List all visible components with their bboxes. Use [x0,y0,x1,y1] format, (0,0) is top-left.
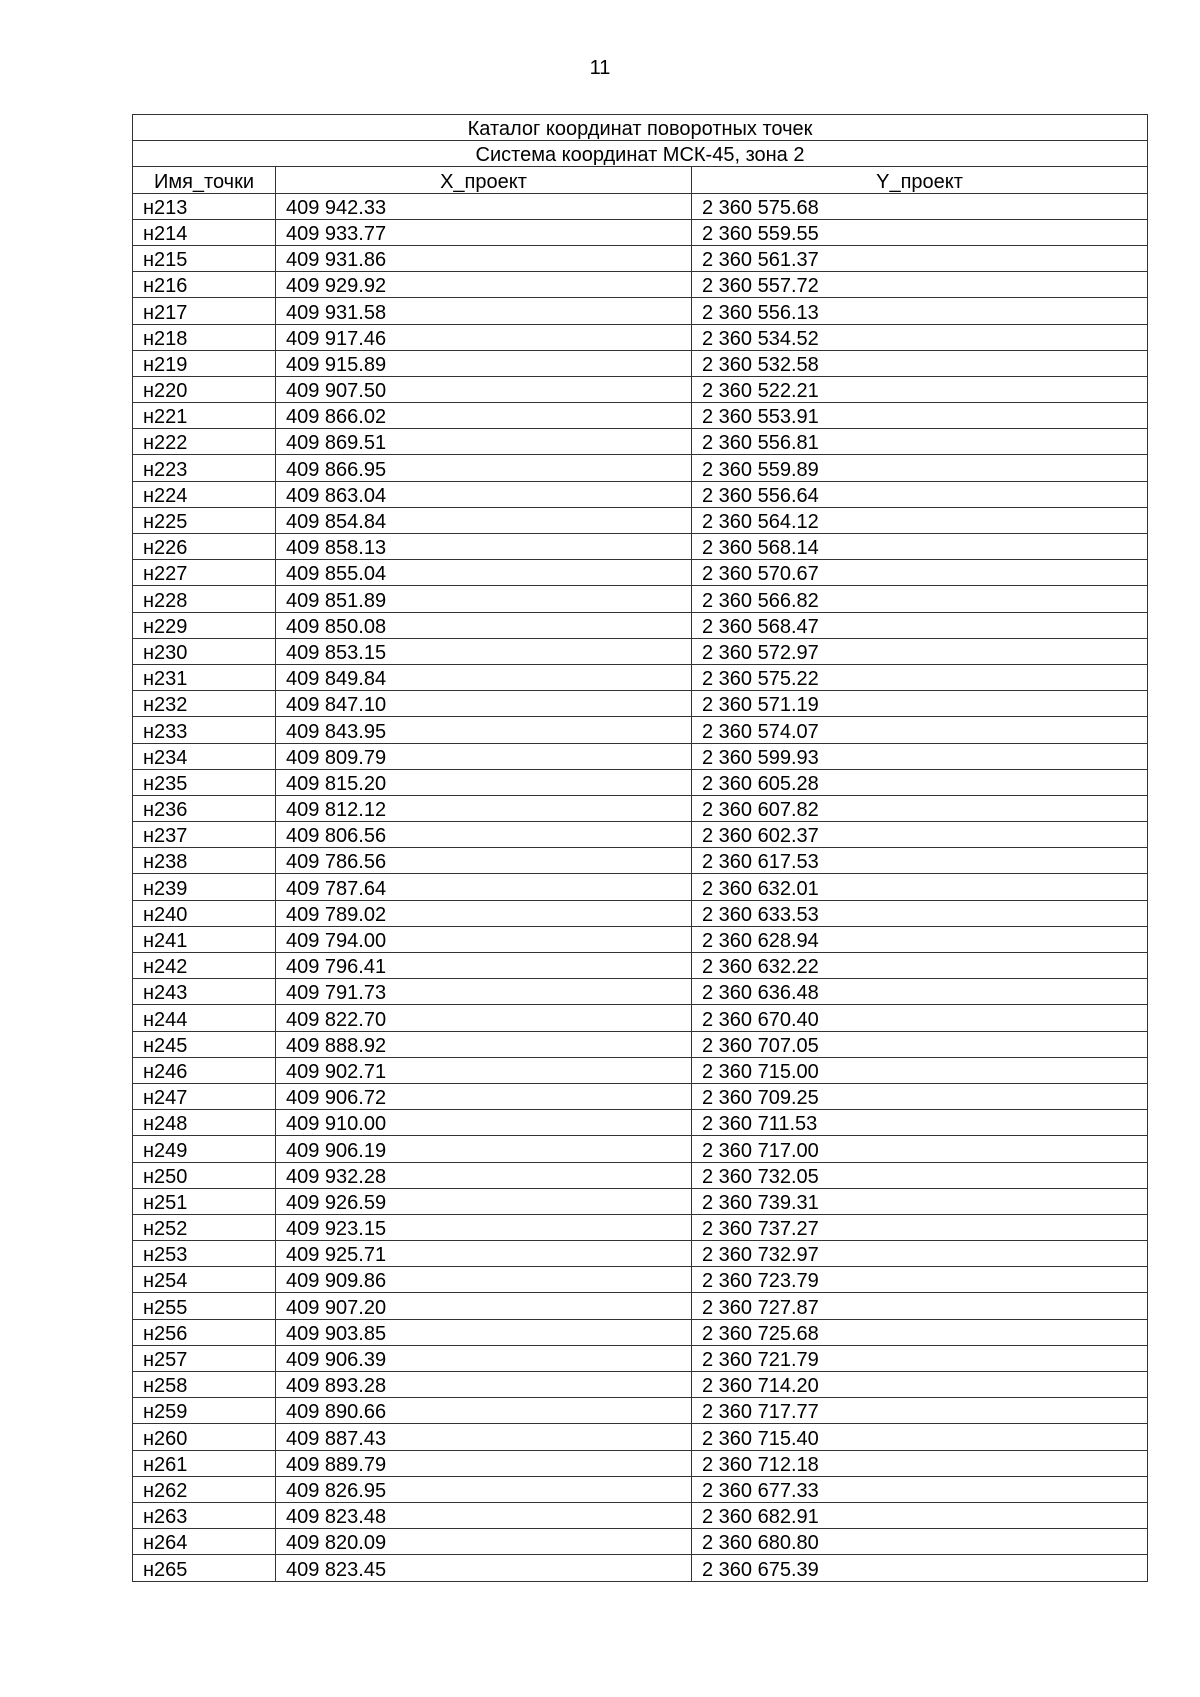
y-coordinate-cell: 2 360 725.68 [692,1319,1148,1345]
table-subtitle: Система координат МСК-45, зона 2 [133,141,1148,167]
point-name-cell: н265 [133,1555,276,1581]
table-row [133,1529,1148,1555]
table-row [133,664,1148,690]
point-name-cell: н247 [133,1083,276,1109]
table-row [133,1555,1148,1581]
table-row [133,848,1148,874]
y-coordinate-cell: 2 360 707.05 [692,1031,1148,1057]
table-row [133,926,1148,952]
y-coordinate-cell: 2 360 566.82 [692,586,1148,612]
table-row [133,1398,1148,1424]
catalog-body [133,115,1148,1582]
x-coordinate-cell: 409 863.04 [276,481,692,507]
y-coordinate-cell: 2 360 559.89 [692,455,1148,481]
table-row [133,1005,1148,1031]
x-coordinate-cell: 409 931.58 [276,298,692,324]
y-coordinate-cell: 2 360 571.19 [692,691,1148,717]
x-coordinate-cell: 409 796.41 [276,953,692,979]
point-name-cell: н224 [133,481,276,507]
x-coordinate-cell: 409 866.02 [276,403,692,429]
point-name-cell: н252 [133,1214,276,1240]
y-coordinate-cell: 2 360 670.40 [692,1005,1148,1031]
x-coordinate-cell: 409 822.70 [276,1005,692,1031]
point-name-cell: н241 [133,926,276,952]
y-coordinate-cell: 2 360 557.72 [692,272,1148,298]
y-coordinate-cell: 2 360 568.47 [692,612,1148,638]
table-row [133,298,1148,324]
y-coordinate-cell: 2 360 559.55 [692,219,1148,245]
y-coordinate-cell: 2 360 677.33 [692,1476,1148,1502]
y-coordinate-cell: 2 360 556.81 [692,429,1148,455]
x-coordinate-cell: 409 903.85 [276,1319,692,1345]
point-name-cell: н228 [133,586,276,612]
table-row [133,769,1148,795]
y-coordinate-cell: 2 360 717.77 [692,1398,1148,1424]
x-coordinate-cell: 409 809.79 [276,743,692,769]
table-row [133,1319,1148,1345]
y-coordinate-cell: 2 360 712.18 [692,1450,1148,1476]
x-coordinate-cell: 409 806.56 [276,822,692,848]
point-name-cell: н263 [133,1502,276,1528]
point-name-cell: н254 [133,1267,276,1293]
y-coordinate-cell: 2 360 711.53 [692,1110,1148,1136]
table-row [133,534,1148,560]
y-coordinate-cell: 2 360 617.53 [692,848,1148,874]
x-coordinate-cell: 409 826.95 [276,1476,692,1502]
point-name-cell: н222 [133,429,276,455]
point-name-cell: н238 [133,848,276,874]
table-row [133,1110,1148,1136]
point-name-cell: н233 [133,717,276,743]
x-coordinate-cell: 409 915.89 [276,350,692,376]
table-row [133,1424,1148,1450]
x-coordinate-cell: 409 907.20 [276,1293,692,1319]
table-row [133,1372,1148,1398]
table-row [133,953,1148,979]
y-coordinate-cell: 2 360 632.22 [692,953,1148,979]
x-coordinate-cell: 409 906.39 [276,1345,692,1371]
point-name-cell: н232 [133,691,276,717]
point-name-cell: н225 [133,507,276,533]
point-name-cell: н242 [133,953,276,979]
point-name-cell: н256 [133,1319,276,1345]
x-coordinate-cell: 409 855.04 [276,560,692,586]
table-row [133,979,1148,1005]
point-name-cell: н250 [133,1162,276,1188]
table-row [133,1267,1148,1293]
header-x: X_проект [276,167,692,193]
y-coordinate-cell: 2 360 522.21 [692,376,1148,402]
x-coordinate-cell: 409 893.28 [276,1372,692,1398]
x-coordinate-cell: 409 794.00 [276,926,692,952]
table-row [133,743,1148,769]
table-row [133,1083,1148,1109]
y-coordinate-cell: 2 360 714.20 [692,1372,1148,1398]
x-coordinate-cell: 409 917.46 [276,324,692,350]
x-coordinate-cell: 409 791.73 [276,979,692,1005]
table-row [133,1162,1148,1188]
point-name-cell: н214 [133,219,276,245]
point-name-cell: н213 [133,193,276,219]
y-coordinate-cell: 2 360 564.12 [692,507,1148,533]
x-coordinate-cell: 409 887.43 [276,1424,692,1450]
point-name-cell: н255 [133,1293,276,1319]
table-row [133,429,1148,455]
point-name-cell: н226 [133,534,276,560]
x-coordinate-cell: 409 866.95 [276,455,692,481]
point-name-cell: н230 [133,638,276,664]
point-name-cell: н261 [133,1450,276,1476]
header-point-name: Имя_точки [133,167,276,193]
point-name-cell: н259 [133,1398,276,1424]
table-row [133,1345,1148,1371]
x-coordinate-cell: 409 906.72 [276,1083,692,1109]
y-coordinate-cell: 2 360 675.39 [692,1555,1148,1581]
table-row [133,874,1148,900]
table-row [133,455,1148,481]
y-coordinate-cell: 2 360 721.79 [692,1345,1148,1371]
header-y: Y_проект [692,167,1148,193]
y-coordinate-cell: 2 360 574.07 [692,717,1148,743]
x-coordinate-cell: 409 820.09 [276,1529,692,1555]
table-row [133,1188,1148,1214]
y-coordinate-cell: 2 360 568.14 [692,534,1148,560]
x-coordinate-cell: 409 787.64 [276,874,692,900]
x-coordinate-cell: 409 925.71 [276,1241,692,1267]
point-name-cell: н246 [133,1057,276,1083]
point-name-cell: н248 [133,1110,276,1136]
table-row [133,1241,1148,1267]
point-name-cell: н235 [133,769,276,795]
table-row [133,1502,1148,1528]
title-row [133,115,1148,141]
page-number: 11 [589,57,611,79]
y-coordinate-cell: 2 360 561.37 [692,245,1148,271]
y-coordinate-cell: 2 360 732.05 [692,1162,1148,1188]
y-coordinate-cell: 2 360 575.22 [692,664,1148,690]
y-coordinate-cell: 2 360 636.48 [692,979,1148,1005]
y-coordinate-cell: 2 360 715.40 [692,1424,1148,1450]
y-coordinate-cell: 2 360 680.80 [692,1529,1148,1555]
point-name-cell: н262 [133,1476,276,1502]
x-coordinate-cell: 409 786.56 [276,848,692,874]
y-coordinate-cell: 2 360 556.64 [692,481,1148,507]
table-row [133,900,1148,926]
y-coordinate-cell: 2 360 607.82 [692,795,1148,821]
x-coordinate-cell: 409 843.95 [276,717,692,743]
point-name-cell: н234 [133,743,276,769]
point-name-cell: н218 [133,324,276,350]
x-coordinate-cell: 409 906.19 [276,1136,692,1162]
table-row [133,272,1148,298]
table-row [133,507,1148,533]
point-name-cell: н231 [133,664,276,690]
table-row [133,560,1148,586]
x-coordinate-cell: 409 907.50 [276,376,692,402]
y-coordinate-cell: 2 360 633.53 [692,900,1148,926]
point-name-cell: н229 [133,612,276,638]
x-coordinate-cell: 409 932.28 [276,1162,692,1188]
table-row [133,795,1148,821]
point-name-cell: н219 [133,350,276,376]
x-coordinate-cell: 409 888.92 [276,1031,692,1057]
point-name-cell: н264 [133,1529,276,1555]
table-row [133,586,1148,612]
y-coordinate-cell: 2 360 599.93 [692,743,1148,769]
point-name-cell: н215 [133,245,276,271]
y-coordinate-cell: 2 360 739.31 [692,1188,1148,1214]
x-coordinate-cell: 409 931.86 [276,245,692,271]
x-coordinate-cell: 409 923.15 [276,1214,692,1240]
x-coordinate-cell: 409 869.51 [276,429,692,455]
x-coordinate-cell: 409 890.66 [276,1398,692,1424]
y-coordinate-cell: 2 360 737.27 [692,1214,1148,1240]
y-coordinate-cell: 2 360 632.01 [692,874,1148,900]
table-row [133,691,1148,717]
point-name-cell: н223 [133,455,276,481]
point-name-cell: н249 [133,1136,276,1162]
point-name-cell: н227 [133,560,276,586]
point-name-cell: н221 [133,403,276,429]
y-coordinate-cell: 2 360 732.97 [692,1241,1148,1267]
y-coordinate-cell: 2 360 682.91 [692,1502,1148,1528]
point-name-cell: н251 [133,1188,276,1214]
table-row [133,1057,1148,1083]
x-coordinate-cell: 409 789.02 [276,900,692,926]
y-coordinate-cell: 2 360 553.91 [692,403,1148,429]
table-row [133,350,1148,376]
x-coordinate-cell: 409 910.00 [276,1110,692,1136]
x-coordinate-cell: 409 823.45 [276,1555,692,1581]
point-name-cell: н239 [133,874,276,900]
x-coordinate-cell: 409 823.48 [276,1502,692,1528]
y-coordinate-cell: 2 360 556.13 [692,298,1148,324]
x-coordinate-cell: 409 933.77 [276,219,692,245]
point-name-cell: н240 [133,900,276,926]
table-row [133,1450,1148,1476]
table-row [133,1476,1148,1502]
point-name-cell: н237 [133,822,276,848]
x-coordinate-cell: 409 942.33 [276,193,692,219]
table-row [133,1214,1148,1240]
header-row [133,167,1148,193]
table-row [133,219,1148,245]
x-coordinate-cell: 409 858.13 [276,534,692,560]
point-name-cell: н217 [133,298,276,324]
x-coordinate-cell: 409 909.86 [276,1267,692,1293]
x-coordinate-cell: 409 812.12 [276,795,692,821]
y-coordinate-cell: 2 360 727.87 [692,1293,1148,1319]
point-name-cell: н257 [133,1345,276,1371]
y-coordinate-cell: 2 360 570.67 [692,560,1148,586]
table-row [133,1293,1148,1319]
point-name-cell: н244 [133,1005,276,1031]
y-coordinate-cell: 2 360 717.00 [692,1136,1148,1162]
point-name-cell: н216 [133,272,276,298]
y-coordinate-cell: 2 360 709.25 [692,1083,1148,1109]
x-coordinate-cell: 409 926.59 [276,1188,692,1214]
subtitle-row [133,141,1148,167]
table-row [133,376,1148,402]
table-row [133,324,1148,350]
table-row [133,481,1148,507]
x-coordinate-cell: 409 849.84 [276,664,692,690]
y-coordinate-cell: 2 360 715.00 [692,1057,1148,1083]
y-coordinate-cell: 2 360 532.58 [692,350,1148,376]
point-name-cell: н258 [133,1372,276,1398]
table-row [133,1136,1148,1162]
table-row [133,612,1148,638]
y-coordinate-cell: 2 360 605.28 [692,769,1148,795]
x-coordinate-cell: 409 929.92 [276,272,692,298]
x-coordinate-cell: 409 889.79 [276,1450,692,1476]
table-row [133,193,1148,219]
x-coordinate-cell: 409 851.89 [276,586,692,612]
x-coordinate-cell: 409 850.08 [276,612,692,638]
y-coordinate-cell: 2 360 628.94 [692,926,1148,952]
point-name-cell: н220 [133,376,276,402]
table-title: Каталог координат поворотных точек [133,115,1148,141]
point-name-cell: н243 [133,979,276,1005]
x-coordinate-cell: 409 902.71 [276,1057,692,1083]
table-row [133,638,1148,664]
table-row [133,1031,1148,1057]
y-coordinate-cell: 2 360 534.52 [692,324,1148,350]
point-name-cell: н260 [133,1424,276,1450]
y-coordinate-cell: 2 360 723.79 [692,1267,1148,1293]
y-coordinate-cell: 2 360 575.68 [692,193,1148,219]
table-row [133,822,1148,848]
point-name-cell: н236 [133,795,276,821]
x-coordinate-cell: 409 847.10 [276,691,692,717]
table-row [133,717,1148,743]
x-coordinate-cell: 409 854.84 [276,507,692,533]
point-name-cell: н253 [133,1241,276,1267]
coordinate-catalog-table [132,114,1148,1582]
table-row [133,403,1148,429]
point-name-cell: н245 [133,1031,276,1057]
x-coordinate-cell: 409 815.20 [276,769,692,795]
table-row [133,245,1148,271]
y-coordinate-cell: 2 360 602.37 [692,822,1148,848]
y-coordinate-cell: 2 360 572.97 [692,638,1148,664]
x-coordinate-cell: 409 853.15 [276,638,692,664]
